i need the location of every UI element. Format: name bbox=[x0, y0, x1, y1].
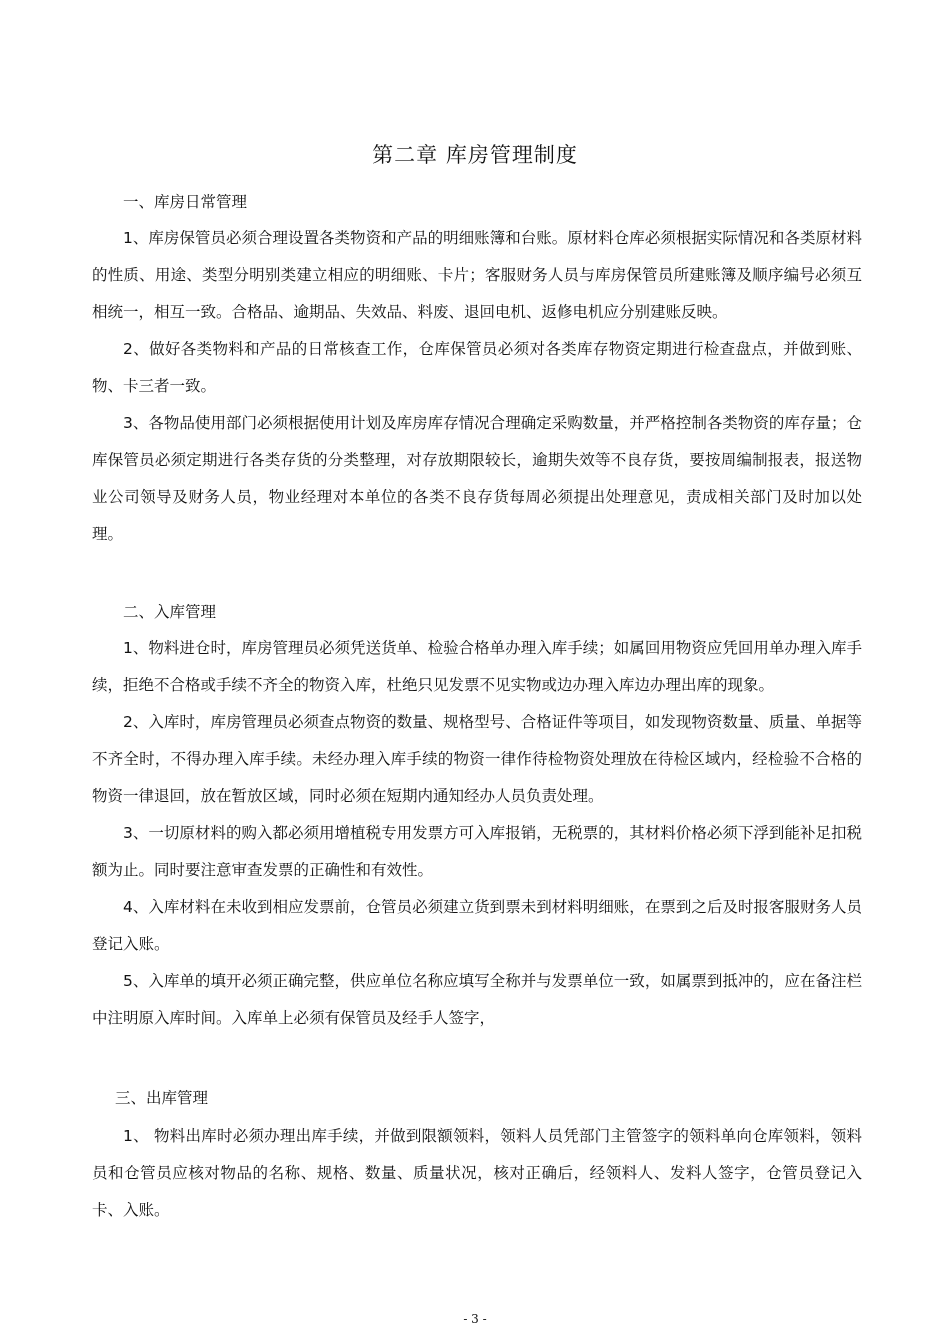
section-heading-inbound-management: 二、入库管理 bbox=[123, 603, 217, 621]
paragraph: 4、入库材料在未收到相应发票前，仓管员必须建立货到票未到材料明细账，在票到之后及时报客服财务人员登记入账。 bbox=[92, 898, 862, 953]
paragraph: 1、物料进仓时，库房管理员必须凭送货单、检验合格单办理入库手续；如属回用物资应凭回用单办理入库手续，拒绝不合格或手续不齐全的物资入库，杜绝只见发票不见实物或边办理入库边办理出库的现象。 bbox=[92, 639, 862, 694]
section-heading-outbound-management: 三、出库管理 bbox=[115, 1089, 209, 1107]
section-body-daily-management bbox=[92, 220, 862, 553]
paragraph: 1、库房保管员必须合理设置各类物资和产品的明细账簿和台账。原材料仓库必须根据实际情况和各类原材料的性质、用途、类型分明别类建立相应的明细账、卡片；客服财务人员与库房保管员所建账簿及顺序编号必须互相统一，相互一致。合格品、逾期品、失效品、料废、退回电机、返修电机应分别建账反映。 bbox=[92, 229, 862, 321]
page-number: - 3 - bbox=[463, 1312, 487, 1326]
paragraph: 2、入库时，库房管理员必须查点物资的数量、规格型号、合格证件等项目，如发现物资数量、质量、单据等不齐全时，不得办理入库手续。未经办理入库手续的物资一律作待检物资处理放在待检区域内，经检验不合格的物资一律退回，放在暂放区域，同时必须在短期内通知经办人员负责处理。 bbox=[92, 713, 862, 805]
paragraph: 3、各物品使用部门必须根据使用计划及库房库存情况合理确定采购数量，并严格控制各类物资的库存量；仓库保管员必须定期进行各类存货的分类整理，对存放期限较长，逾期失效等不良存货，要按周编制报表，报送物业公司领导及财务人员，物业经理对本单位的各类不良存货每周必须提出处理意见，责成相关部门及时加以处理。 bbox=[92, 414, 862, 543]
paragraph: 5、入库单的填开必须正确完整，供应单位名称应填写全称并与发票单位一致，如属票到抵冲的，应在备注栏中注明原入库时间。入库单上必须有保管员及经手人签字， bbox=[92, 972, 862, 1027]
page-title: 第二章 库房管理制度 bbox=[372, 143, 578, 167]
section-heading-daily-management: 一、库房日常管理 bbox=[123, 193, 248, 211]
section-body-inbound-management bbox=[92, 630, 862, 1037]
section-body-outbound-management bbox=[92, 1118, 862, 1229]
paragraph: 1、 物料出库时必须办理出库手续，并做到限额领料，领料人员凭部门主管签字的领料单向仓库领料，领料员和仓管员应核对物品的名称、规格、数量、质量状况，核对正确后，经领料人、发料人签字，仓管员登记入卡、入账。 bbox=[92, 1127, 862, 1219]
paragraph: 3、一切原材料的购入都必须用增植税专用发票方可入库报销，无税票的，其材料价格必须下浮到能补足扣税额为止。同时要注意审查发票的正确性和有效性。 bbox=[92, 824, 862, 879]
paragraph: 2、做好各类物料和产品的日常核查工作，仓库保管员必须对各类库存物资定期进行检查盘点，并做到账、物、卡三者一致。 bbox=[92, 340, 862, 395]
